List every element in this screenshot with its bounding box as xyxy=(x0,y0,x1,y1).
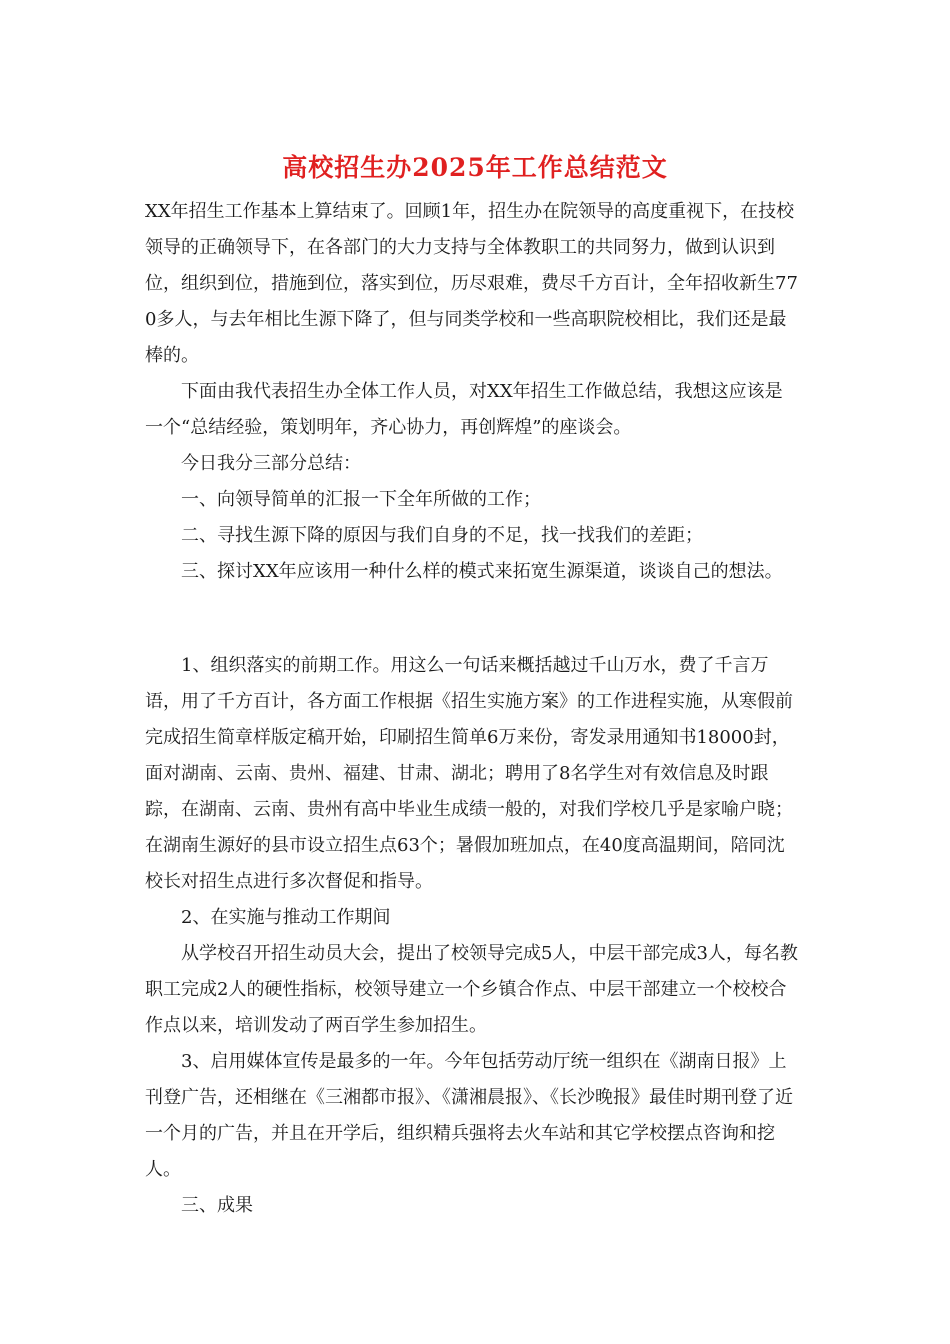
heading-section-2: 2、在实施与推动工作期间 xyxy=(181,907,391,928)
document-body xyxy=(145,194,800,1224)
document-title: 高校招生办2025年工作总结范文 xyxy=(282,153,668,182)
paragraph-intro: XX年招生工作基本上算结束了。回顾1年，招生办在院领导的高度重视下，在技校领导的正确领导下，在各部门的大力支持与全体教职工的共同努力，做到认识到位，组织到位，措施到位，落实到位，历尽艰难，费尽千方百计，全年招收新生770多人，与去年相比生源下降了，但与同类学校和一些高职院校相比，我们还是最棒的。 xyxy=(145,201,798,366)
paragraph-spacer xyxy=(145,590,800,648)
paragraph-summary-parts: 今日我分三部分总结： xyxy=(181,453,361,474)
list-item-part-one: 一、向领导简单的汇报一下全年所做的工作； xyxy=(181,489,541,510)
list-item-part-three: 三、探讨XX年应该用一种什么样的模式来拓宽生源渠道，谈谈自己的想法。 xyxy=(181,561,783,582)
paragraph-summary-purpose: 下面由我代表招生办全体工作人员，对XX年招生工作做总结，我想这应该是一个“总结经验，策划明年，齐心协力，再创辉煌”的座谈会。 xyxy=(145,381,783,438)
heading-results: 三、成果 xyxy=(181,1195,253,1216)
list-item-part-two: 二、寻找生源下降的原因与我们自身的不足，找一找我们的差距； xyxy=(181,525,703,546)
paragraph-section-1: 1、组织落实的前期工作。用这么一句话来概括越过千山万水，费了千言万语，用了千方百计，各方面工作根据《招生实施方案》的工作进程实施，从寒假前完成招生简章样版定稿开始，印刷招生简单6万来份，寄发录用通知书18000封，面对湖南、云南、贵州、福建、甘肃、湖北；聘用了8名学生对有效信息及时跟踪，在湖南、云南、贵州有高中毕业生成绩一般的，对我们学校几乎是家喻户晓；在湖南生源好的县市设立招生点63个；暑假加班加点，在40度高温期间，陪同沈校长对招生点进行多次督促和指导。 xyxy=(145,655,793,892)
paragraph-section-2: 从学校召开招生动员大会，提出了校领导完成5人，中层干部完成3人，每名教职工完成2人的硬性指标，校领导建立一个乡镇合作点、中层干部建立一个校校合作点以来，培训发动了两百学生参加招生。 xyxy=(145,943,798,1036)
paragraph-section-3: 3、启用媒体宣传是最多的一年。今年包括劳动厅统一组织在《湖南日报》上刊登广告，还相继在《三湘都市报》、《潇湘晨报》、《长沙晚报》最佳时期刊登了近一个月的广告，并且在开学后，组织精兵强将去火车站和其它学校摆点咨询和挖人。 xyxy=(145,1051,793,1180)
